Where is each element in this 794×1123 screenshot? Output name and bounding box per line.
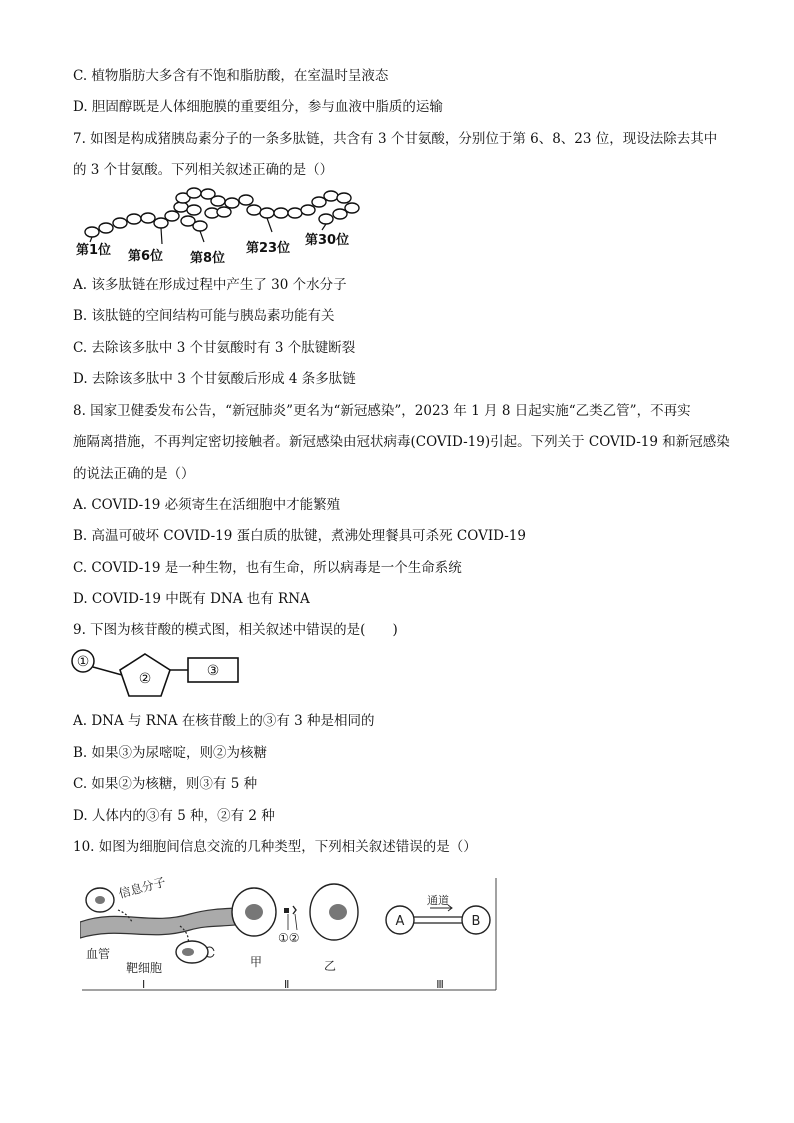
panel-i-signal-label: 信息分子 (117, 874, 168, 901)
q7-option-a: A. 该多肽链在形成过程中产生了 30 个水分子 (73, 277, 347, 293)
panel-iii-node-a: A (395, 914, 405, 929)
panel-i (80, 874, 252, 991)
q7-polypeptide-figure (70, 186, 370, 266)
panel-iii-node-b: B (471, 914, 481, 929)
panel-iii-roman: Ⅲ (436, 978, 444, 991)
q8-option-b: B. 高温可破坏 COVID-19 蛋白质的肽键，煮沸处理餐具可杀死 COVID-19 (73, 528, 526, 544)
panel-ii-marks: ①② (278, 931, 300, 945)
q9-nucleotide-figure (70, 648, 250, 700)
q9-stem: 9. 下图为核苷酸的模式图，相关叙述中错误的是( ) (73, 622, 398, 638)
panel-i-target-label: 靶细胞 (126, 961, 163, 975)
q8-stem-line2: 施隔离措施，不再判定密切接触者。新冠感染由冠状病毒(COVID-19)引起。下列关于 COVID-19 和新冠感染 (73, 434, 730, 450)
q7-option-b: B. 该肽链的空间结构可能与胰岛素功能有关 (73, 308, 335, 324)
q9-option-a: A. DNA 与 RNA 在核苷酸上的③有 3 种是相同的 (73, 713, 375, 729)
panel-i-roman: Ⅰ (142, 978, 146, 991)
q9-option-c: C. 如果②为核糖，则③有 5 种 (73, 776, 258, 792)
q8-option-d: D. COVID-19 中既有 DNA 也有 RNA (73, 591, 310, 607)
q7-stem-line2: 的 3 个甘氨酸。下列相关叙述正确的是（） (73, 162, 334, 178)
q8-option-c: C. COVID-19 是一种生物，也有生命，所以病毒是一个生命系统 (73, 560, 462, 576)
q6-option-c: C. 植物脂肪大多含有不饱和脂肪酸，在室温时呈液态 (73, 68, 389, 84)
q7-label-23: 第23位 (246, 241, 291, 256)
q10-cell-signaling-figure (80, 870, 500, 992)
q7-label-6: 第6位 (128, 249, 164, 264)
panel-ii (232, 884, 358, 991)
panel-iii (386, 894, 490, 991)
panel-iii-channel-label: 通道 (427, 894, 449, 907)
q9-label-3: ③ (206, 663, 220, 679)
q9-option-d: D. 人体内的③有 5 种，②有 2 种 (73, 808, 275, 824)
q8-option-a: A. COVID-19 必须寄生在活细胞中才能繁殖 (73, 497, 341, 513)
q9-option-b: B. 如果③为尿嘧啶，则②为核糖 (73, 745, 268, 761)
q7-label-1: 第1位 (76, 243, 112, 258)
q9-label-1: ① (76, 654, 90, 670)
q7-label-8: 第8位 (190, 251, 226, 266)
panel-i-vessel-label: 血管 (86, 947, 111, 961)
panel-ii-cell-a: 甲 (250, 955, 263, 969)
q7-option-d: D. 去除该多肽中 3 个甘氨酸后形成 4 条多肽链 (73, 371, 356, 387)
q8-stem-line1: 8. 国家卫健委发布公告，“新冠肺炎”更名为“新冠感染”，2023 年 1 月 8 日起实施“乙类乙管”，不再实 (73, 403, 691, 419)
q9-label-2: ② (138, 671, 152, 687)
panel-ii-cell-b: 乙 (324, 959, 337, 973)
panel-ii-roman: Ⅱ (284, 978, 290, 991)
q7-label-30: 第30位 (305, 233, 350, 248)
q7-stem-line1: 7. 如图是构成猪胰岛素分子的一条多肽链，共含有 3 个甘氨酸，分别位于第 6、8、23 位，现设法除去其中 (73, 131, 718, 147)
q6-option-d: D. 胆固醇既是人体细胞膜的重要组分，参与血液中脂质的运输 (73, 99, 443, 115)
q7-option-c: C. 去除该多肽中 3 个甘氨酸时有 3 个肽键断裂 (73, 340, 356, 356)
q10-stem: 10. 如图为细胞间信息交流的几种类型，下列相关叙述错误的是（） (73, 839, 477, 855)
q8-stem-line3: 的说法正确的是（） (73, 466, 195, 482)
